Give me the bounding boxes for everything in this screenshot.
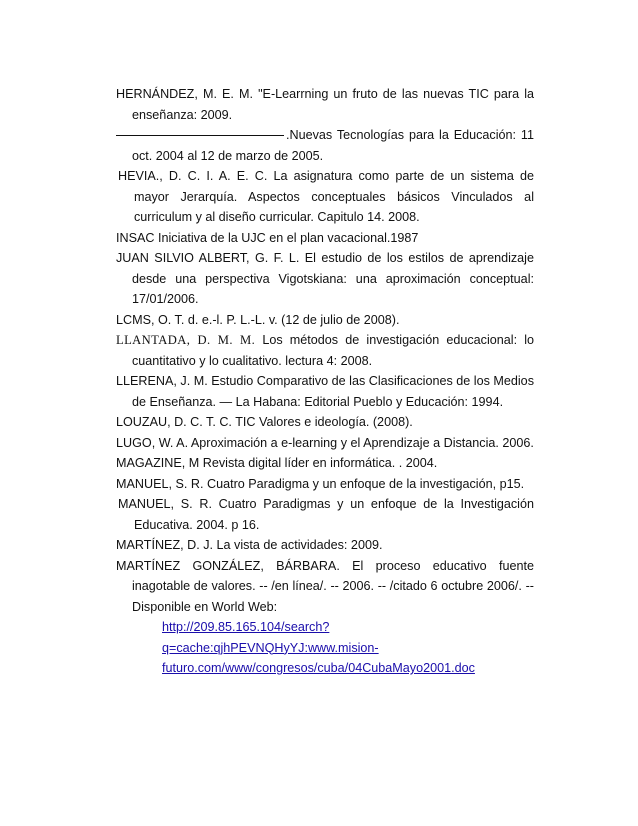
reference-text: HEVIA., D. C. I. A. E. C. La asignatura como parte de un sistema de mayor Jerarquía. Aspectos conceptuales básicos Vinculados al curriculum y al diseño curricular. Capitulo 14. 2008. — [118, 169, 534, 224]
bibliography-list — [116, 84, 534, 679]
reference-entry — [116, 125, 534, 166]
reference-text: LUGO, W. A. Aproximación a e-learning y el Aprendizaje a Distancia. 2006. — [116, 435, 534, 450]
reference-text: MARTÍNEZ, D. J. La vista de actividades: 2009. — [116, 538, 383, 552]
reference-text: LOUZAU, D. C. T. C. TIC Valores e ideología. (2008). — [116, 415, 413, 429]
reference-entry — [118, 494, 534, 535]
reference-text: MARTÍNEZ GONZÁLEZ, BÁRBARA. El proceso educativo fuente inagotable de valores. -- /en línea/. -- 2006. -- /citado 6 octubre 2006/. -- Disponible en World Web: — [116, 558, 534, 614]
reference-link[interactable] — [132, 617, 534, 679]
reference-entry — [116, 310, 534, 331]
reference-entry — [116, 228, 534, 249]
reference-entry — [116, 84, 534, 125]
reference-text: MANUEL, S. R. Cuatro Paradigmas y un enfoque de la Investigación Educativa. 2004. p 16. — [118, 497, 534, 532]
reference-entry — [116, 474, 534, 495]
reference-text: MAGAZINE, M Revista digital líder en informática. . 2004. — [116, 456, 438, 470]
reference-text: INSAC Iniciativa de la UJC en el plan vacacional.1987 — [116, 230, 419, 245]
reference-url-line-1[interactable]: http://209.85.165.104/search?q=cache:qjhPEVNQHyYJ:www.mision- — [162, 620, 379, 655]
reference-entry — [116, 330, 534, 371]
reference-text: LLERENA, J. M. Estudio Comparativo de las Clasificaciones de los Medios de Enseñanza. — La Habana: Editorial Pueblo y Educación: 1994. — [116, 374, 534, 409]
reference-text: Los métodos de investigación educacional: lo cuantitativo y lo cualitativo. lectura 4: 2008. — [132, 333, 535, 368]
reference-text: HERNÁNDEZ, M. E. M. "E-Learrning un fruto de las nuevas TIC para la enseñanza: 2009. — [116, 87, 534, 122]
reference-url-line-2[interactable]: futuro.com/www/congresos/cuba/04CubaMayo2001.doc — [162, 661, 475, 675]
reference-text: .Nuevas Tecnologías para la Educación: 11 oct. 2004 al 12 de marzo de 2005. — [132, 128, 534, 163]
reference-entry — [116, 371, 534, 412]
reference-text: MANUEL, S. R. Cuatro Paradigma y un enfoque de la investigación, p15. — [116, 476, 525, 491]
dash-separator — [116, 135, 284, 136]
reference-entry — [116, 453, 534, 474]
reference-text: JUAN SILVIO ALBERT, G. F. L. El estudio de los estilos de aprendizaje desde una perspectiva Vigotskiana: una aproximación conceptual: 17/01/2006. — [116, 251, 534, 306]
reference-entry — [118, 166, 534, 228]
reference-text: LCMS, O. T. d. e.-l. P. L.-L. v. (12 de julio de 2008). — [116, 312, 400, 327]
reference-entry — [116, 412, 534, 433]
reference-entry — [116, 248, 534, 310]
reference-entry — [116, 433, 534, 454]
reference-entry — [116, 535, 534, 556]
reference-author: LLANTADA, D. M. M. — [116, 333, 256, 347]
reference-entry — [116, 556, 534, 679]
